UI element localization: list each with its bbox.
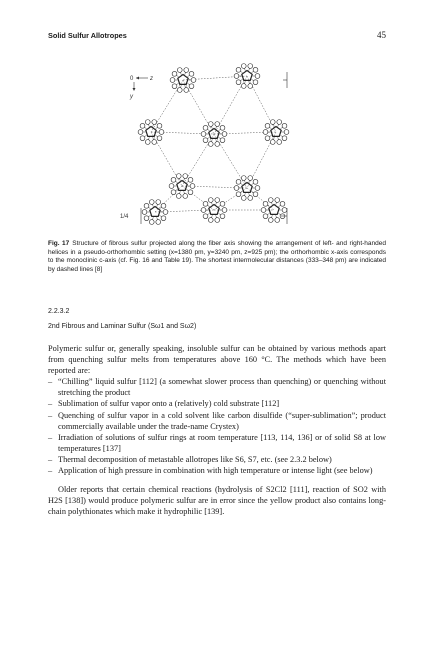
z-axis-label: z — [150, 76, 153, 82]
intermolecular-dashed-lines — [151, 76, 276, 212]
methods-list-item: – Application of high pressure in combination with high temperature or intense light (see below) — [48, 465, 386, 476]
methods-list-item: – Quenching of sulfur vapor in a cold solvent like carbon disulfide (“super-sublimation”; product commercially available under the trade-name Crystex) — [48, 410, 386, 432]
methods-list-item: – Sublimation of sulfur vapor onto a (relatively) cold substrate [112] — [48, 398, 386, 409]
closing-paragraph: Older reports that certain chemical reactions (hydrolysis of S2Cl2 [111], reaction of SO2 with H2S [138]) would produce polymeric sulfur are in error since the yellow product also contains long-chain polythionates which make it hydrophilic [139]. — [48, 485, 386, 517]
y-axis-arrowhead — [133, 88, 136, 91]
running-head: Solid Sulfur Allotropes — [48, 31, 127, 40]
methods-list-item: – Irradiation of solutions of sulfur rings at room temperature [113, 114, 136] or of solid S8 at low temperatures [137] — [48, 432, 386, 454]
figure-caption-label: Fig. 17 — [48, 240, 70, 247]
intro-paragraph: Polymeric sulfur or, generally speaking, insoluble sulfur can be obtained by various methods apart from quenching sulfur melts from temperatures above 160 °C. The methods which have been reported are: — [48, 344, 386, 376]
origin-label: 0 — [130, 76, 134, 82]
methods-list-item: – “Chilling” liquid sulfur [112] (a somewhat slower process than quenching) or quenching without stretching the product — [48, 376, 386, 398]
methods-list — [48, 376, 386, 476]
y-axis-label: y — [130, 94, 133, 100]
body-text — [48, 343, 386, 517]
page-number: 45 — [377, 30, 386, 40]
figure-caption — [48, 240, 386, 274]
section-title: 2nd Fibrous and Laminar Sulfur (Sω1 and Sω2) — [48, 323, 197, 330]
z-axis-arrowhead — [136, 77, 139, 80]
helix-projections — [138, 64, 289, 225]
quarter-label: 1/4 — [120, 214, 129, 220]
page-header — [48, 30, 386, 44]
figure-17 — [110, 58, 310, 228]
dashed-contact-line — [155, 186, 182, 212]
methods-list-item: – Thermal decomposition of metastable allotropes like S6, S7, etc. (see 2.3.2 below) — [48, 454, 386, 465]
figure-caption-text: Structure of fibrous sulfur projected along the fiber axis showing the arrangement of left- and right-handed helices in a pseudo-orthorhombic setting (x=1380 pm, y=3240 pm, z=925 pm); the orthorhombic x-axis corresponds to the monoclinic c-axis (cf. Fig. 16 and Table 19). The shortest intermolecular distances (333–348 pm) are indicated by dashed lines [8] — [48, 240, 386, 273]
section-number: 2.2.3.2 — [48, 308, 70, 315]
helix-structure-diagram — [110, 58, 310, 228]
